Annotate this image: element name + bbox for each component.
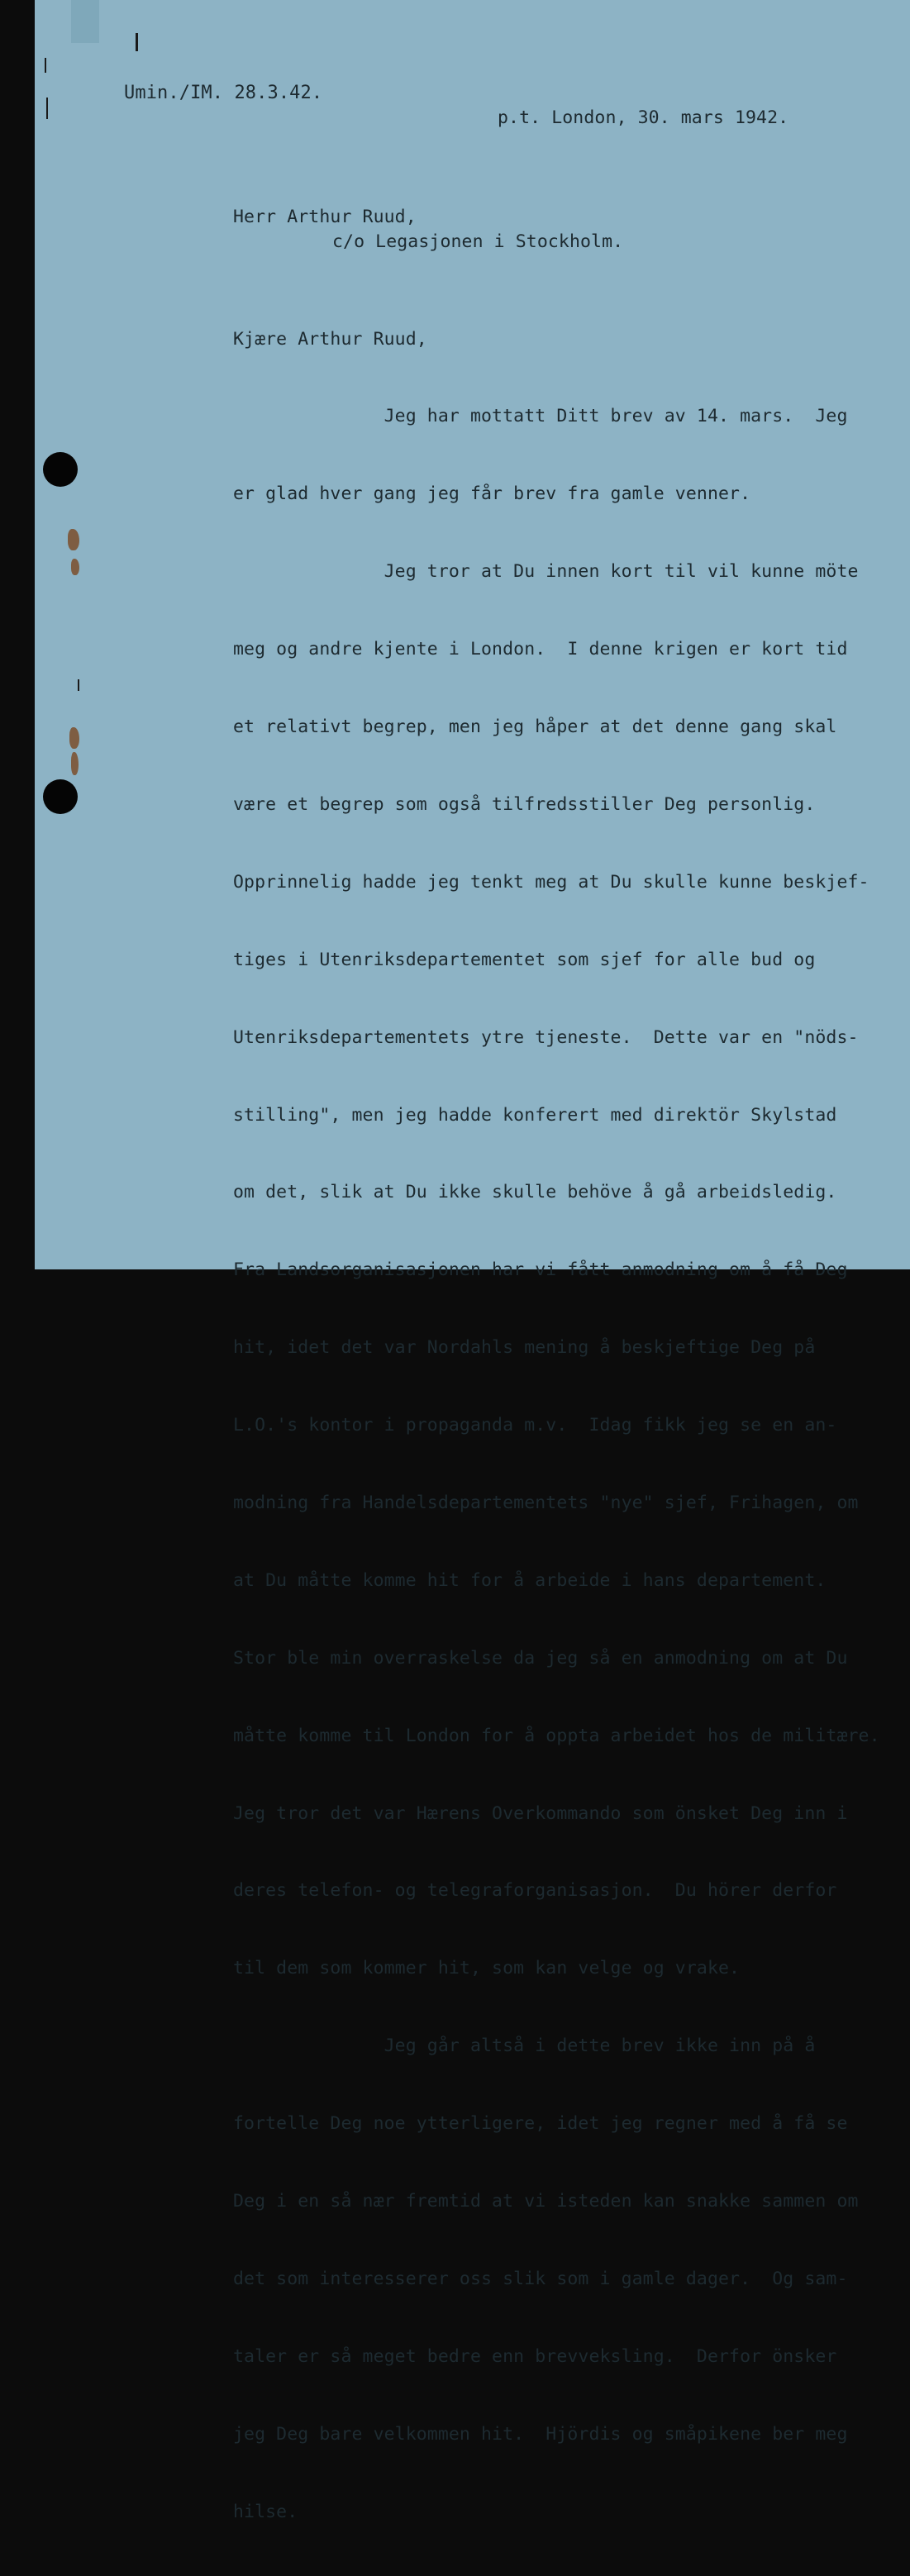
- body-line: Fra Landsorganisasjonen har vi fått anmodning om å få Deg: [233, 1259, 848, 1281]
- rust-stain: [71, 559, 79, 575]
- body-line: meg og andre kjente i London. I denne krigen er kort tid: [233, 639, 848, 660]
- body-line: fortelle Deg noe ytterligere, idet jeg regner med å få se: [233, 2113, 848, 2135]
- paper-edge-tab: [71, 0, 99, 43]
- rust-stain: [71, 752, 79, 775]
- body-line: L.O.'s kontor i propaganda m.v. Idag fikk jeg se en an-: [233, 1415, 837, 1436]
- body-line: det som interesserer oss slik som i gamle dager. Og sam-: [233, 2268, 848, 2289]
- body-line: et relativt begrep, men jeg håper at det denne gang skal: [233, 717, 837, 738]
- body-line: deres telefon- og telegraforganisasjon. Du hörer derfor: [233, 1880, 837, 1902]
- body-line: om det, slik at Du ikke skulle behöve å gå arbeidsledig.: [233, 1182, 837, 1203]
- body-line: Deg i en så nær fremtid at vi isteden kan snakke sammen om: [233, 2190, 859, 2212]
- body-line: tiges i Utenriksdepartementet som sjef for alle bud og: [233, 949, 816, 970]
- body-line: jeg Deg bare velkommen hit. Hjördis og småpikene ber meg: [233, 2423, 848, 2445]
- punch-hole-bottom: [43, 779, 78, 814]
- punch-hole-top: [43, 452, 78, 487]
- body-line: Jeg har mottatt Ditt brev av 14. mars. Jeg: [233, 406, 848, 427]
- body-line: at Du måtte komme hit for å arbeide i hans departement.: [233, 1569, 827, 1591]
- body-line: måtte komme til London for å oppta arbeidet hos de militære.: [233, 1725, 880, 1746]
- body-line: Jeg tror at Du innen kort til vil kunne möte: [233, 561, 859, 583]
- body-line: Kjære Arthur Ruud,: [233, 328, 427, 350]
- rust-stain: [68, 529, 79, 550]
- rust-stain: [69, 727, 79, 749]
- recipient-address: c/o Legasjonen i Stockholm.: [332, 231, 624, 252]
- margin-tick: [45, 58, 46, 73]
- body-line: Jeg tror det var Hærens Overkommando som önsket Deg inn i: [233, 1802, 848, 1824]
- body-line: modning fra Handelsdepartementets "nye" sjef, Frihagen, om: [233, 1492, 859, 1513]
- body-line: hit, idet det var Nordahls mening å beskjeftige Deg på: [233, 1337, 816, 1359]
- body-line: er glad hver gang jeg får brev fra gamle venner.: [233, 483, 751, 505]
- letter-sheet: [35, 0, 910, 2522]
- body-line: være et begrep som også tilfredsstiller Deg personlig.: [233, 793, 816, 815]
- letter-body: [233, 274, 880, 2576]
- body-line: til dem som kommer hit, som kan velge og vrake.: [233, 1958, 741, 1979]
- body-line: Utenriksdepartementets ytre tjeneste. Dette var en "nöds-: [233, 1026, 859, 1048]
- body-line: stilling", men jeg hadde konferert med direktör Skylstad: [233, 1104, 837, 1126]
- body-line: hilse.: [233, 2501, 298, 2522]
- recipient-name: Herr Arthur Ruud,: [233, 207, 417, 227]
- body-line: Opprinnelig hadde jeg tenkt meg at Du skulle kunne beskjef-: [233, 871, 870, 893]
- reference-code: Umin./IM. 28.3.42.: [124, 83, 323, 103]
- body-line: Stor ble min overraskelse da jeg så en anmodning om at Du: [233, 1647, 848, 1669]
- margin-tick: [136, 33, 138, 51]
- body-line: Jeg går altså i dette brev ikke inn på å: [233, 2036, 816, 2057]
- place-date: p.t. London, 30. mars 1942.: [498, 107, 789, 128]
- body-line: taler er så meget bedre enn brevveksling. Derfor önsker: [233, 2345, 837, 2367]
- margin-tick: [46, 98, 48, 119]
- margin-tick: [78, 679, 79, 691]
